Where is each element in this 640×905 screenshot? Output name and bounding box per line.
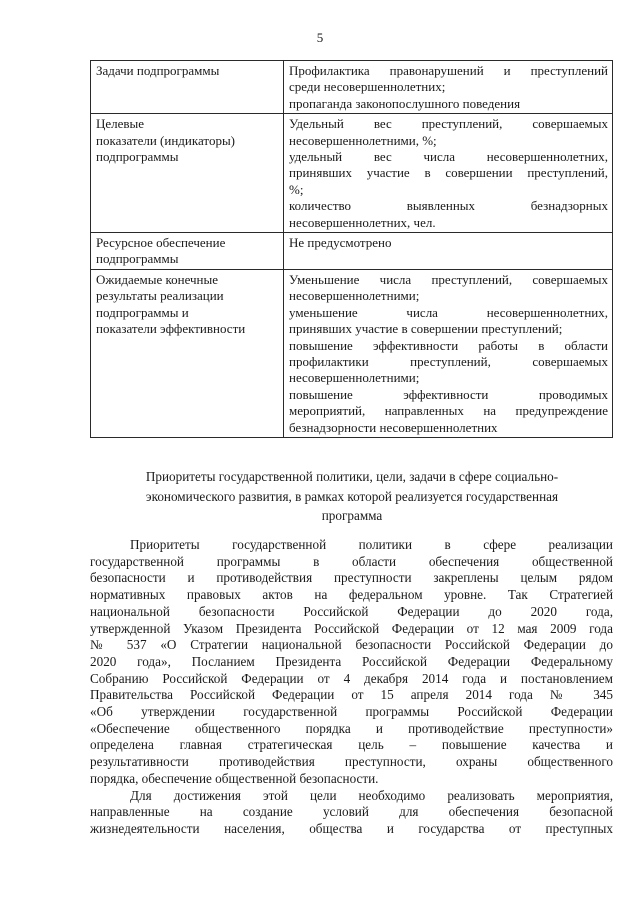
heading-line: Приоритеты государственной политики, цели, задачи в сфере социально- [145,469,559,484]
paragraph-line: национальной безопасности Российской Федерации до 2020 года, [90,603,613,619]
row-label-line: подпрограммы [96,251,179,267]
table-row [91,114,613,233]
row-label-line: результаты реализации [96,288,224,304]
row-value-line: удельный вес числа несовершеннолетних, [289,149,608,165]
row-value-line: несовершеннолетними, %; [289,132,437,148]
row-label-line: показатели (индикаторы) [96,132,236,148]
page-number: 5 [316,30,324,45]
paragraph-line: утвержденной Указом Президента Российской Федерации от 12 мая 2009 года [90,620,613,636]
row-value-line: Уменьшение числа преступлений, совершаемых [289,271,608,287]
row-label-cell [91,114,284,233]
row-value-line: профилактики преступлений, совершаемых [289,353,608,369]
paragraph-line: 2020 года», Посланием Президента Российской Федерации Федеральному [90,653,613,669]
paragraph-line: направленные на создание условий для обеспечения безопасной [90,804,613,820]
row-value-cell [284,269,613,437]
paragraph-line: «Об утверждении государственной программы Российской Федерации [90,704,613,720]
paragraph-line: государственной программы в области обеспечения общественной [90,553,613,569]
subprogram-passport-table [90,60,613,438]
row-value-line: %; [289,181,304,197]
heading-line: программа [321,508,383,523]
section-heading [112,467,592,526]
table-row [91,61,613,114]
row-label-cell [91,269,284,437]
paragraph-line: безопасности и противодействия преступности закреплены целым рядом [90,570,613,586]
heading-line: экономического развития, в рамках которой реализуется государственная [145,488,559,504]
row-value-line: среди несовершеннолетних; [289,79,446,95]
row-label-line: Задачи подпрограммы [96,63,220,78]
row-value-line: принявших участие в совершении преступлений, [289,165,608,181]
row-value-cell [284,233,613,270]
row-value-line: Не предусмотрено [289,235,392,251]
row-value-line: несовершеннолетних, чел. [289,214,436,230]
row-label-line: Ожидаемые конечные [96,271,219,287]
table-body [91,61,613,438]
paragraph-line: Собранию Российской Федерации от 4 декабря 2014 года и постановлением [90,670,613,686]
table-row [91,269,613,437]
row-value-line: уменьшение числа несовершеннолетних, [289,304,608,320]
row-label-line: показатели эффективности [96,321,246,337]
row-label-line: подпрограммы и [96,304,189,320]
row-label-cell [91,61,284,114]
paragraph-line: Правительства Российской Федерации от 15 апреля 2014 года № 345 [90,687,613,703]
row-value-line: принявших участие в совершении преступлений; [289,321,563,337]
row-value-line: повышение эффективности работы в области [289,337,608,353]
row-value-cell [284,114,613,233]
row-value-line: Профилактика правонарушений и преступлений [289,63,608,78]
row-value-cell [284,61,613,114]
paragraph-line: порядка, обеспечение общественной безопасности. [90,770,379,786]
row-label-cell [91,233,284,270]
row-label-line: Ресурсное обеспечение [96,235,226,251]
paragraph-line: жизнедеятельности населения, общества и государства от преступных [90,820,613,836]
row-value-line: количество выявленных безнадзорных [289,198,608,214]
row-value-line: несовершеннолетними; [289,370,420,386]
row-value-line: несовершеннолетними; [289,288,420,304]
paragraph-line: Для достижения этой цели необходимо реализовать мероприятия, [130,787,613,803]
row-value-line: безнадзорности несовершеннолетних [289,419,498,435]
row-label-line: Целевые [96,116,145,132]
paragraph-line: определена главная стратегическая цель – повышение качества и [90,737,613,753]
paragraph-line: «Обеспечение общественного порядка и противодействие преступности» [90,720,613,736]
row-value-line: мероприятий, направленных на предупреждение [289,403,608,419]
row-value-line: Удельный вес преступлений, совершаемых [289,116,608,132]
paragraph-line: № 537 «О Стратегии национальной безопасности Российской Федерации до [90,637,613,653]
row-value-line: пропаганда законопослушного поведения [289,95,521,111]
paragraph-line: результативности противодействия преступности, охраны общественного [90,754,613,770]
paragraph-line: нормативных правовых актов на федеральном уровне. Так Стратегией [90,587,613,603]
row-label-line: подпрограммы [96,149,179,165]
paragraph-line: Приоритеты государственной политики в сфере реализации [130,537,613,552]
row-value-line: повышение эффективности проводимых [289,386,608,402]
table-row [91,233,613,270]
body-text [90,537,613,838]
